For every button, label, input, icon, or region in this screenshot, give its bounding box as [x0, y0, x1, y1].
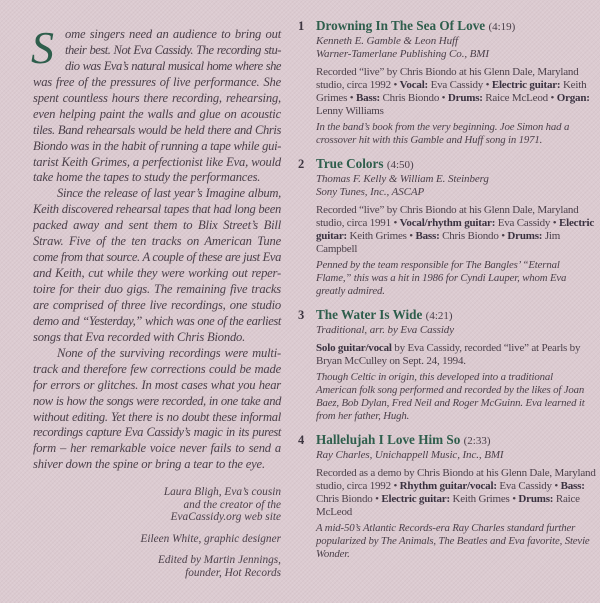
track-number: 3 [298, 308, 305, 322]
essay-line: ome singers need an audience to bring out [65, 27, 281, 41]
track-details [316, 307, 596, 423]
track-number: 4 [298, 433, 305, 447]
track-heading [316, 18, 596, 35]
essay-line: None of the surviving recordings were multi- [57, 345, 281, 360]
essay-line: packed away and sent them to Blix Street’s Bill [33, 218, 281, 233]
signature-line: Laura Bligh, Eva’s cousin [163, 486, 281, 498]
signature [33, 554, 281, 579]
track-credit: Warner-Tamerlane Publishing Co., BMI [316, 48, 489, 60]
track-title: The Water Is Wide [316, 307, 423, 322]
credit-role-label: Electric guitar: [316, 217, 595, 242]
track-entry [298, 18, 598, 147]
credit-role-label: Drums: [507, 230, 543, 242]
credit-text: Raice McLeod [316, 493, 580, 518]
track-duration: (4:19) [488, 21, 516, 33]
essay-line: Since the release of last year’s Imagine album, [57, 186, 281, 201]
credit-role-label: Drums: [447, 92, 483, 104]
track-credit: Sony Tunes, Inc., ASCAP [316, 186, 425, 198]
essay-column [31, 22, 282, 473]
signature-line: Eileen White, graphic designer [140, 532, 281, 545]
essay-line: recordings capture Eva Cassidy’s magic in its purest [33, 425, 281, 440]
credit-text: Keith Grimes • [449, 493, 519, 505]
credit-role-label: Vocal/rhythm guitar: [399, 217, 496, 229]
credit-text: Recorded “live” by Chris Biondo at his Glenn Dale, Maryland studio, circa 1991 • [316, 204, 579, 229]
track-details [316, 156, 596, 298]
essay-line: track and therefore few corrections could be made [33, 361, 281, 376]
track-duration: (4:21) [425, 310, 453, 322]
recording-info [316, 467, 596, 519]
signature-line: EvaCassidy.org web site [170, 511, 281, 524]
essay-line: demo and “Yesterday,” which was one of the earliest [33, 313, 281, 328]
credit-text: Chris Biondo • [316, 493, 382, 505]
essay-line: for errors or glitches. In most cases what you hear [33, 377, 281, 392]
essay-line: tiles. Band rehearsals would be held there and Chris [33, 122, 281, 137]
credit-role-label: Bass: [415, 230, 440, 242]
track-heading [316, 432, 596, 449]
track-credit: Traditional, arr. by Eva Cassidy [316, 324, 454, 336]
credit-text: Raice McLeod • [482, 92, 557, 104]
credit-text: Eva Cassidy • [428, 79, 492, 91]
credit-text: Eva Cassidy • [496, 480, 561, 492]
track-entry [298, 307, 598, 423]
credit-role-label: Drums: [518, 493, 554, 505]
track-entry [298, 432, 598, 561]
track-note: In the band’s book from the very beginning. Joe Simon had a crossover hit with this Gamble and Huff song in 1971. [316, 121, 570, 146]
signature-line: founder, Hot Records [185, 566, 281, 579]
credit-text: Recorded “live” by Chris Biondo at his Glenn Dale, Maryland studio, circa 1992 • [316, 66, 579, 91]
credit-role-label: Rhythm guitar/vocal: [399, 480, 497, 492]
track-credit: Thomas F. Kelly & William E. Steinberg [316, 173, 489, 185]
credit-text: Chris Biondo • [380, 92, 448, 104]
track-list [298, 18, 598, 570]
essay-line: toire for their duo gigs. The remaining five tracks [33, 282, 281, 296]
track-title: Hallelujah I Love Him So [316, 432, 461, 447]
essay-line: dio was Eva’s natural musical home where she [65, 58, 281, 73]
track-heading [316, 307, 596, 324]
track-note: Though Celtic in origin, this developed into a traditional American folk song performed and recorded by the likes of Joan Baez, Bob Dylan, Fred Neil and Roger McGuinn. Eva learned it from her father, Hugh. [316, 371, 585, 422]
essay-paragraph [33, 346, 281, 474]
recording-info [316, 204, 596, 256]
essay-paragraph [31, 22, 282, 186]
essay-line: come from that source. A couple of these are just Eva [33, 250, 281, 265]
essay-line: spent countless hours there recording, rehearsing, [33, 90, 281, 105]
track-credit: Ray Charles, Unichappell Music, Inc., BMI [316, 449, 504, 461]
credit-text: Keith Grimes • [346, 230, 416, 242]
essay-line: their best. Not Eva Cassidy. The recording stu- [65, 42, 281, 57]
credit-text: Lenny Williams [316, 105, 384, 117]
credit-role-label: Electric guitar: [381, 493, 450, 505]
credit-text: by Eva Cassidy, recorded “live” at Pearls by Bryan McCulley on Sept. 24, 1994. [316, 342, 581, 367]
credit-text: Jim Campbell [316, 230, 561, 255]
essay-line: songs that Eva recorded with Chris Biondo. [33, 329, 246, 344]
credit-role-label: Bass: [560, 480, 585, 492]
track-title: True Colors [316, 156, 384, 171]
track-entry [298, 156, 598, 298]
credit-role-label: Organ: [556, 92, 590, 104]
essay-paragraph [33, 186, 281, 345]
essay-line: form – her remarkable voice never fails to send a [33, 441, 281, 456]
track-heading [316, 156, 596, 173]
credit-role-label: Vocal: [399, 79, 429, 91]
track-number: 1 [298, 19, 305, 33]
essay-line: was free of the pressures of live performance. She [33, 74, 281, 89]
credit-text: Recorded as a demo by Chris Biondo at his Glenn Dale, Maryland studio, circa 1992 • [316, 467, 596, 492]
track-title: Drowning In The Sea Of Love [316, 18, 486, 33]
essay-line: take home the tapes to study the performances. [33, 170, 261, 185]
essay-line: Biondo was in the habit of running a tape while gui- [33, 138, 282, 153]
track-credit: Kenneth E. Gamble & Leon Huff [316, 35, 458, 47]
signature-line: and the creator of the [183, 498, 281, 511]
credit-text: Keith Grimes • [316, 79, 587, 104]
track-number: 2 [298, 157, 305, 171]
essay-line: and Keith, cut while they were working out reper- [33, 266, 281, 281]
recording-info [316, 342, 596, 368]
credit-text: Eva Cassidy • [495, 217, 559, 229]
signature-block [33, 486, 281, 589]
track-duration: (4:50) [386, 159, 414, 171]
track-details [316, 432, 596, 561]
recording-info [316, 66, 596, 118]
essay-line: Straw. Five of the ten tracks on American Tune [33, 234, 281, 249]
credit-text: Chris Biondo • [439, 230, 508, 242]
credit-role-label: Electric guitar: [491, 79, 561, 91]
signature-line: Edited by Martin Jennings, [158, 554, 281, 567]
essay-line: Keith discovered rehearsal tapes that had long been [33, 202, 281, 217]
essay-line: now is how the songs were recorded, in one take and [33, 393, 281, 408]
track-note: A mid-50’s Atlantic Records-era Ray Charles standard further popularized by The Animals, The Beatles and Eva favorite, Stevie Wonder. [316, 522, 590, 560]
signature [33, 533, 281, 546]
track-note: Penned by the team responsible for The Bangles’ “Eternal Flame,” this was a hit in 1986 for Cyndi Lauper, whom Eva greatly admired. [316, 259, 567, 297]
drop-cap: S [31, 22, 54, 73]
essay-line: shiver down the spine or bring a tear to the eye. [33, 457, 265, 472]
track-duration: (2:33) [463, 435, 491, 447]
essay-line: even helping paint the walls and glue on acoustic [33, 106, 281, 121]
credit-role-label: Solo guitar/vocal [316, 342, 392, 354]
signature [33, 486, 281, 524]
credit-role-label: Bass: [355, 92, 380, 104]
essay-line: without editing. Yet there is no doubt these informal [33, 409, 281, 424]
track-details [316, 18, 596, 147]
essay-line: are comprised of three live recordings, one studio [33, 297, 281, 312]
essay-line: tarist Keith Grimes, a perfectionist like Eva, would [33, 154, 281, 169]
